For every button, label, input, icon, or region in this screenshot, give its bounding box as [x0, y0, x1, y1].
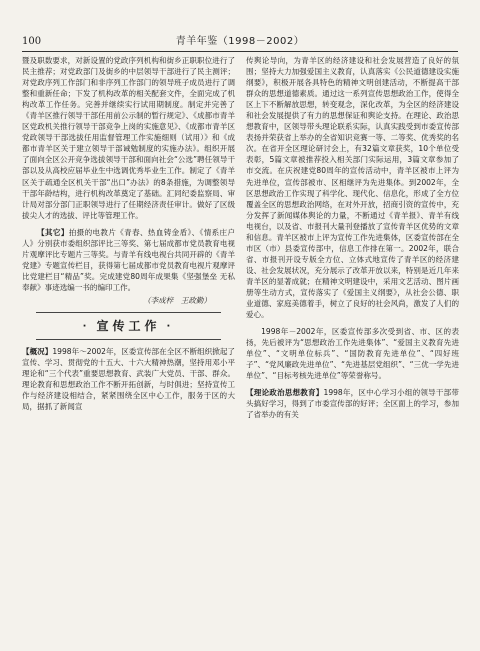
- banner-dot-right: ·: [166, 320, 175, 332]
- paragraph-other: [22, 227, 235, 293]
- paragraph-cadre-management: 暨及职数要求，对新设置的党政序列机构和街乡正职职位进行了民主推荐；对党政部门及街乡的中层领导干部进行了民主测评；对党政序列工作部门和非序列工作部门的领导班子成员进行了调整和重新任命；下发了机构改革的相关配套文件，全面完成了机构改革工作任务。完善并继续实行试用期制度。制定并完善了《青羊区推行领导干部任用前公示制的暂行规定》、《成都市青羊区党政机关推行领导干部竞争上岗的实施意见》、《成都市青羊区党政领导干部选拔任用监督管理工作实施细则（试用）》和《成都市青羊区关于建立领导干部诫勉制度的实施办法》。组织开展了面向全区公开竞争选拔领导干部和面向社会“公选”聘任领导干部以及从高校应届毕业生中选调优秀毕业生工作。制定了《青羊区关于疏通全区机关干部“出口”办法》的8条措施，为调整领导干部年龄结构，进行机构改革奠定了基础。汇同纪委监察局、审计局对部分部门正职领导进行了任期经济责任审计。做好了区级拔尖人才的选拔、评比等管理工作。: [22, 56, 235, 220]
- paragraph-honors: 1998年－2002年，区委宣传部多次受到省、市、区的表扬，先后被评为“思想政治工作先进集体”、“爱国主义教育先进单位”、“文明单位标兵”、“国防教育先进单位”、“四好班子”、“党风廉政先进单位”、“先进基层党组织”、“三优一学先进单位”、“目标考核先进单位”等荣誉称号。: [246, 327, 459, 381]
- section-tag-other: 【其它】: [37, 227, 69, 237]
- banner-dot-left: ·: [82, 320, 91, 332]
- page-number: 100: [22, 36, 42, 47]
- page-header: [22, 34, 458, 50]
- author-signature: （李成梓 王政勤）: [143, 295, 211, 305]
- section-tag-overview: 【概况】: [22, 347, 53, 357]
- paragraph-overview: [22, 346, 235, 412]
- paragraph-theory-text: 1998年，区中心学习小组的领导干部带头搞好学习，得到了市委宣传部的好评；全区面上的学习，参加了省举办的有关: [246, 388, 459, 420]
- running-title: 青羊年鉴（1998－2002）: [175, 36, 305, 47]
- section-banner: [36, 312, 221, 340]
- paragraph-theory-education: [246, 387, 459, 420]
- right-column: [246, 55, 459, 421]
- paragraph-other-text: 拍摄的电教片《青春、热血铸金盾》、《情系庄户人》分别获市委组织部评比三等奖、第七届成都市党员教育电视片观摩评比专题片三等奖。与青羊有线电视台共同开辟的《青羊党建》专题宣传栏目，获得第七届成都市党员教育电视片观摩评比党建栏目“精品”奖。完成建党80周年成果集《坚强堡垒 无私奉献》事迹选编一书的编印工作。: [22, 227, 235, 292]
- section-title: 宣传工作: [96, 318, 161, 333]
- paragraph-propaganda-continued: 传舆论导向，为青羊区的经济建设和社会发展营造了良好的氛围；坚持大力加强爱国主义教育，认真落实《公民道德建设实施纲要》，积极开展各具特色的精神文明创建活动，不断提高干部群众的思想道德素质。通过这一系列宣传思想政治工作，使得全区上下不断解放思想，转变观念，深化改革，为全区的经济建设和社会发展提供了有力的思想保证和舆论支持。在理论、政治思想教育中，区领导带头理论联系实际，认真实践受到市委宣传部表扬并荣获省上举办的全省知识竞赛一等、二等奖、优秀奖的名次。在省开全区理论研讨会上，有32篇文章获奖，10个单位受表彰，5篇文章被推荐投入相关部门实际运用，3篇文章参加了市交流。在庆祝建党80周年的宣传活动中，青羊区被市上评为先进单位，宣传部被市、区相继评为先进集体。到2002年，全区思想政治工作实现了科学化、现代化、信息化，形成了全方位覆盖全区的思想政治网络，在对外开放，招商引资的宣传中，充分发挥了新闻媒体舆论的力量，不断通过《青羊报》、青羊有线电视台，以及省、市报刊大量刊登播放了宣传青羊区优势的文章和信息。青羊区被市上评为宣传工作先进集体，区委宣传部在全市区（市）县委宣传部中，信息工作排在第一。2002年，联合省、市报刊开设专版全方位、立体式地宣传了青羊区的经济建设、社会发展状况，充分展示了改革开放以来，特别是近几年来青羊区的显著成就；在精神文明建设中，采用文艺活动、图片画册等生动方式，宣传落实了《爱国主义纲要》，从社会公德、职业道德、家庭美德着手，树立了良好的社会风尚，激发了人们的爱心。: [246, 56, 459, 320]
- header-rule: [22, 51, 458, 52]
- paragraph-overview-text: 1998年～2002年，区委宣传部在全区不断组织掀起了宣传、学习、贯彻党的十五大、十六大精神热潮，坚持用邓小平理论和“三个代表”重要思想教育、武装广大党员、干部、群众。理论教育和思想政治工作不断开拓创新，与时俱进；坚持宣传工作与经济建设相结合，紧紧围绕全区中心工作，服务于区的大局，据抓了新闻宣: [22, 347, 235, 412]
- left-column: [22, 55, 235, 412]
- section-tag-theory: 【理论政治思想教育】: [246, 388, 324, 398]
